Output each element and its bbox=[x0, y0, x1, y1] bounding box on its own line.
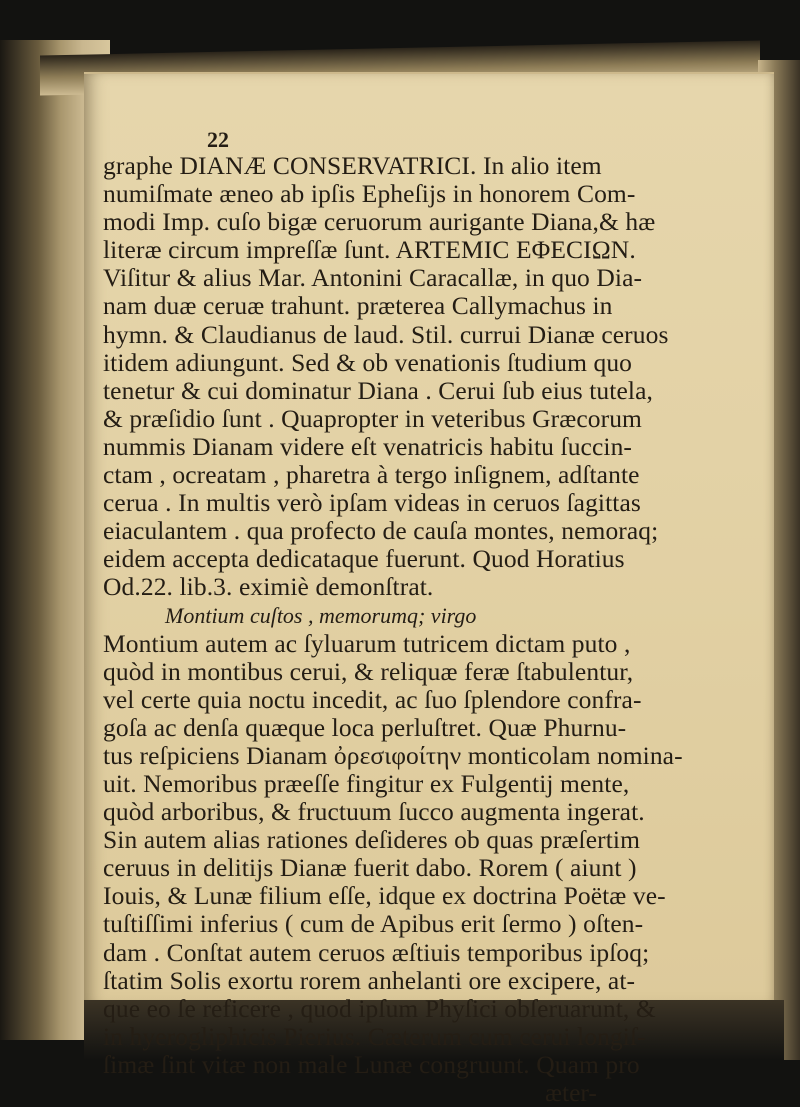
text-line: tus reſpiciens Dianam ὀρεσιφοίτην monticolam nomina- bbox=[103, 740, 683, 770]
text-line: cerua . In multis verò ipſam videas in ceruos ſagittas bbox=[103, 488, 641, 518]
text-line: quòd arboribus, & fructuum ſucco augmenta ingerat. bbox=[103, 797, 645, 827]
text-line: Montium autem ac ſyluarum tutricem dictam puto , bbox=[103, 628, 631, 658]
text-line: graphe DIANÆ CONSERVATRICI. In alio item bbox=[103, 151, 602, 180]
text-line: ſtatim Solis exortu rorem anhelanti ore excipere, at- bbox=[103, 965, 636, 995]
text-line: itidem adiungunt. Sed & ob venationis ſtudium quo bbox=[103, 347, 633, 377]
text-line: in hyerogliphicis Pierius. Cæterum cum cerui longiſ- bbox=[103, 1021, 646, 1051]
text-line: nam duæ ceruæ trahunt. præterea Callymachus in bbox=[103, 291, 613, 321]
text-line: hymn. & Claudianus de laud. Stil. currui Dianæ ceruos bbox=[103, 319, 669, 349]
text-line: literæ circum impreſſæ ſunt. ARTEMIC EΦECIΩN. bbox=[103, 235, 636, 265]
text-line: eiaculantem . qua profecto de cauſa montes, nemoraq; bbox=[103, 516, 659, 546]
text-line: Iouis, & Lunæ filium eſſe, idque ex doctrina Poëtæ ve- bbox=[103, 881, 666, 911]
text-line: que eo ſe reficere , quod ipſum Phyſici obſeruarunt, & bbox=[103, 993, 656, 1023]
catchword: æter- bbox=[545, 1078, 597, 1107]
text-line: Od.22. lib.3. eximiè demonſtrat. bbox=[103, 572, 434, 602]
page-number: 22 bbox=[207, 127, 229, 152]
text-line: numiſmate æneo ab ipſis Epheſijs in honorem Com- bbox=[103, 179, 636, 209]
text-line: uit. Nemoribus præeſſe fingitur ex Fulgentij mente, bbox=[103, 768, 630, 798]
text-line: modi Imp. cuſo bigæ ceruorum aurigante Diana,& hæ bbox=[103, 207, 656, 237]
text-line: quòd in montibus cerui, & reliquæ feræ ſtabulentur, bbox=[103, 656, 634, 686]
text-line: eidem accepta dedicataque fuerunt. Quod Horatius bbox=[103, 544, 625, 574]
text-line: ceruus in delitijs Dianæ fuerit dabo. Rorem ( aiunt ) bbox=[103, 853, 637, 883]
text-line: tuſtiſſimi inferius ( cum de Apibus erit ſermo ) oſten- bbox=[103, 909, 644, 939]
text-line: vel certe quia noctu incedit, ac ſuo ſplendore confra- bbox=[103, 684, 642, 714]
text-line: nummis Dianam videre eſt venatricis habitu ſuccin- bbox=[103, 431, 633, 461]
text-line: Viſitur & alius Mar. Antonini Caracallæ, in quo Dia- bbox=[103, 263, 643, 293]
verse-heading: Montium cuſtos , memorumq; virgo bbox=[165, 602, 477, 628]
page-text bbox=[103, 128, 703, 1107]
text-line: Sin autem alias rationes deſideres ob quas præſertim bbox=[103, 825, 641, 855]
text-line: dam . Conſtat autem ceruos æſtiuis temporibus ipſoq; bbox=[103, 937, 650, 967]
text-line: goſa ac denſa quæque loca perluſtret. Quæ Phurnu- bbox=[103, 712, 627, 742]
text-line: tenetur & cui dominatur Diana . Cerui ſub eius tutela, bbox=[103, 375, 653, 405]
text-line: ſimæ ſint vitæ non male Lunæ congruunt. Quam pro bbox=[103, 1049, 640, 1079]
text-line: ctam , ocreatam , pharetra à tergo inſignem, adſtante bbox=[103, 460, 640, 490]
text-line: & præſidio ſunt . Quapropter in veteribus Græcorum bbox=[103, 403, 642, 433]
